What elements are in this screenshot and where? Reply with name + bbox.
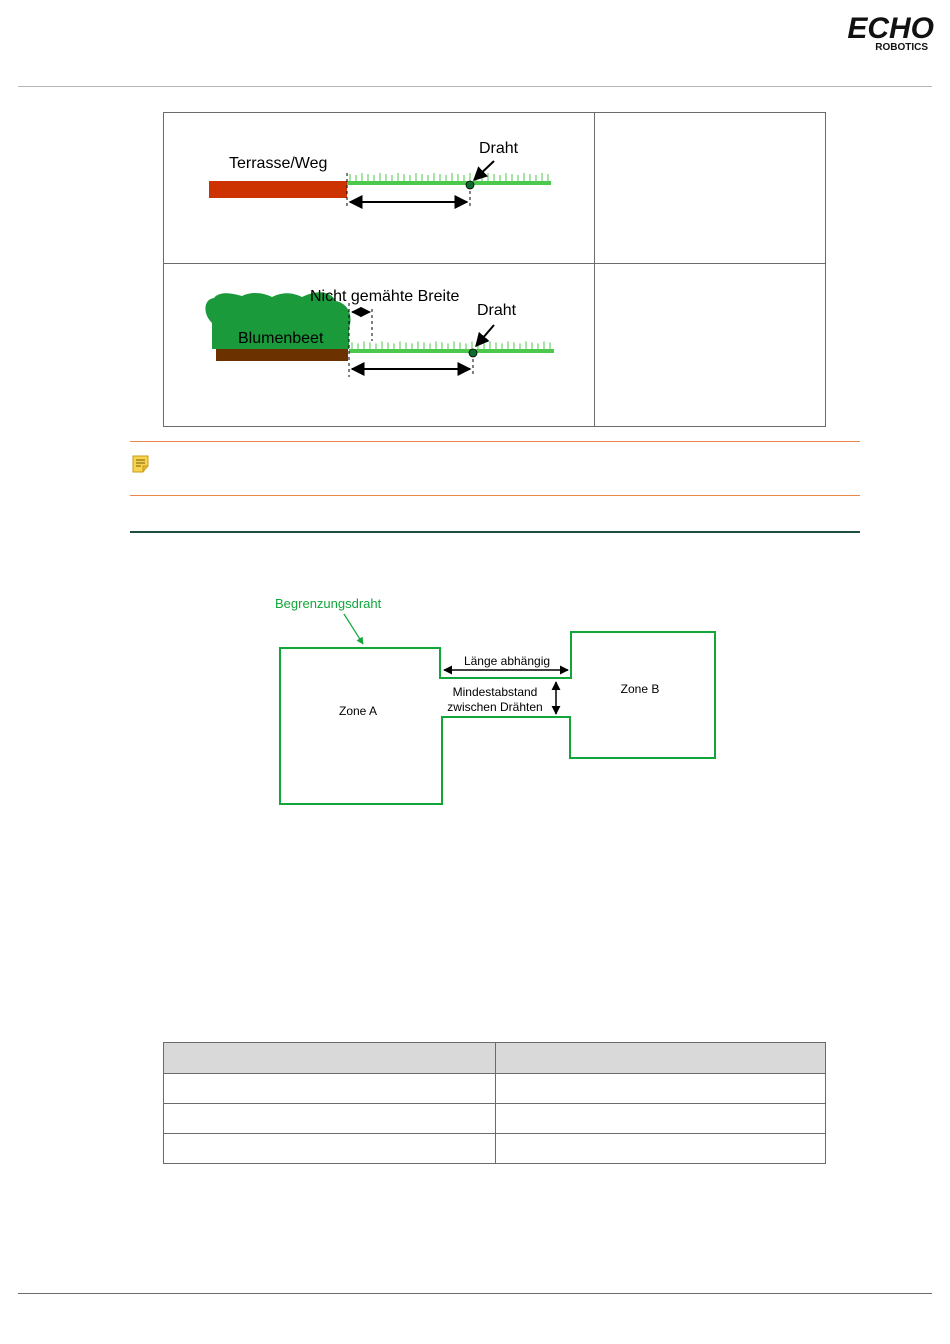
min-distance-label-line1: Mindestabstand [452,685,538,699]
wire-distance-illustrations [164,113,827,428]
table-cell [496,1074,826,1104]
min-distance-label-line2: zwischen Drähten [447,700,543,714]
lawn-strip-2 [349,349,554,353]
terrace-label: Terrasse/Weg [229,155,328,172]
boundary-wire-label: Begrenzungsdraht [275,596,382,611]
table-cell [496,1104,826,1134]
terrace-path-surface [209,181,347,198]
table-header-row [164,1043,826,1074]
unmowed-width-label: Nicht gemähte Breite [310,288,460,305]
wire-dot-2 [469,349,477,357]
wire-label-1: Draht [479,140,519,157]
grass-blades-2 [352,341,550,349]
logo-subword: ROBOTICS [875,42,928,52]
table-row [164,1104,826,1134]
zone-b-label: Zone B [620,682,660,696]
flowerbed-soil [216,349,348,361]
note-icon [131,454,151,474]
grass-blades-1 [350,173,548,181]
logo-word: ECHO [847,12,934,45]
zone-a-label: Zone A [338,704,378,718]
header-divider [18,86,932,87]
boundary-wire-pointer [344,614,363,644]
echo-robotics-logo [816,12,936,52]
table-cell [496,1134,826,1164]
wire-dot-1 [466,181,474,189]
wire-pointer-1 [474,161,494,180]
zone-diagram [260,588,730,813]
flowerbed-label: Blumenbeet [238,330,324,347]
note-bottom-rule [130,495,860,496]
table-row [164,1074,826,1104]
lawn-strip-1 [347,181,551,185]
wire-distance-figure-table [163,112,826,427]
table-cell [164,1074,496,1104]
specs-table [163,1042,826,1164]
length-label: Länge abhängig [463,654,551,668]
table-row [164,1134,826,1164]
table-header-cell [164,1043,496,1074]
wire-label-2: Draht [477,302,517,319]
table-header-cell [496,1043,826,1074]
note-top-rule [130,441,860,442]
wire-pointer-2 [476,325,494,346]
section-rule [130,531,860,533]
table-cell [164,1134,496,1164]
footer-divider [18,1293,932,1294]
table-cell [164,1104,496,1134]
